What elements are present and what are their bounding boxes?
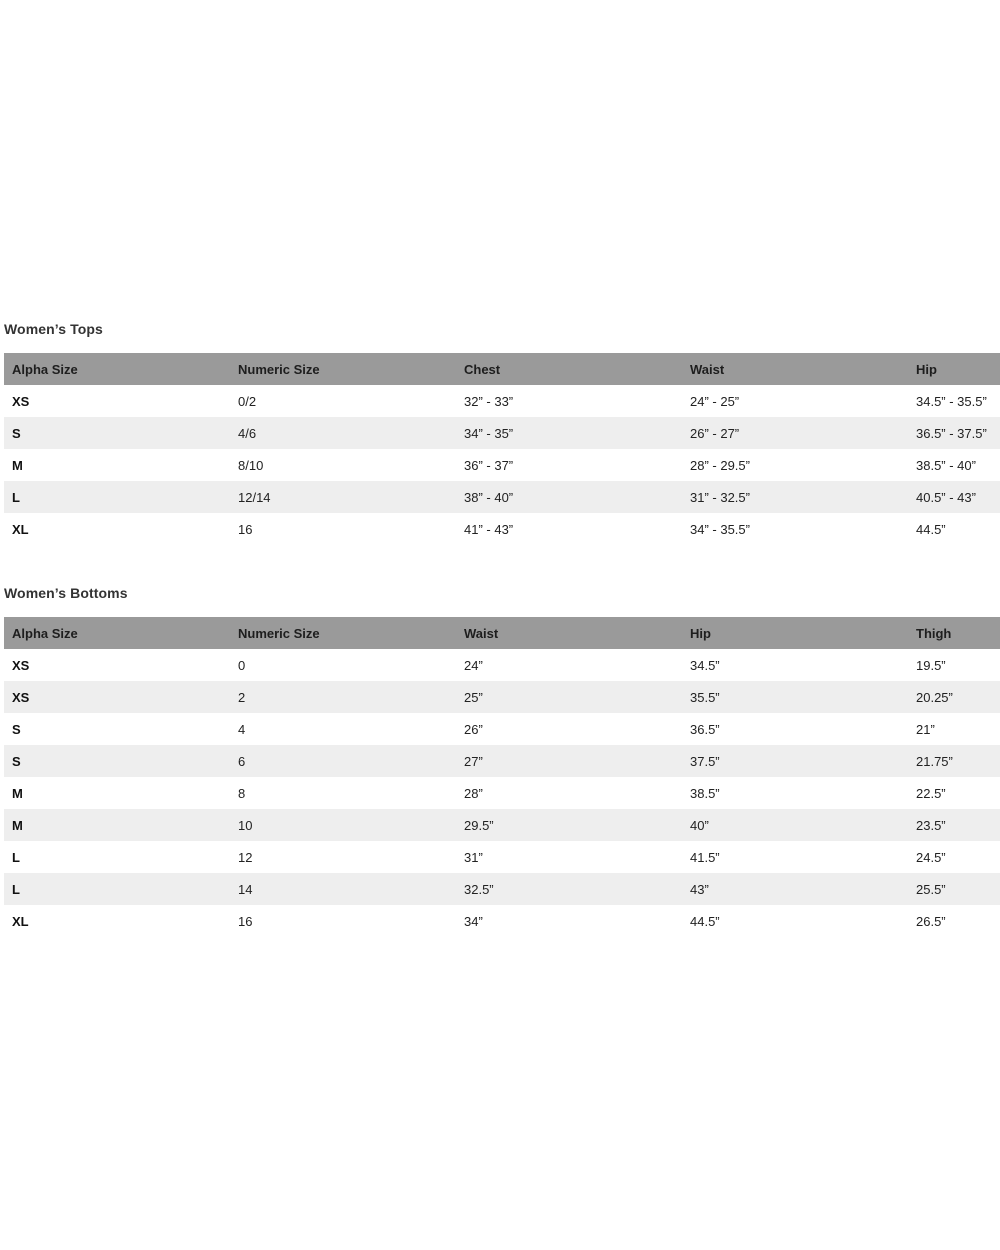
chest-cell: 32” - 33” xyxy=(464,393,514,409)
column-header: Numeric Size xyxy=(238,625,320,641)
size-table-tops xyxy=(4,353,1000,545)
numeric-size-cell: 14 xyxy=(238,881,253,897)
waist-cell: 26” - 27” xyxy=(690,425,740,441)
alpha-size-cell: XS xyxy=(12,689,30,705)
hip-cell: 36.5” - 37.5” xyxy=(916,425,987,441)
table-header-row xyxy=(4,617,1000,649)
waist-cell: 31” - 32.5” xyxy=(690,489,750,505)
column-header: Chest xyxy=(464,361,501,377)
table-row xyxy=(4,777,1000,809)
chest-cell: 41” - 43” xyxy=(464,521,514,537)
table-row xyxy=(4,649,1000,681)
column-header: Hip xyxy=(690,625,711,641)
hip-cell: 40.5” - 43” xyxy=(916,489,976,505)
hip-cell: 37.5” xyxy=(690,753,720,769)
numeric-size-cell: 0/2 xyxy=(238,393,257,409)
column-header: Waist xyxy=(690,361,725,377)
waist-cell: 26” xyxy=(464,721,483,737)
column-header: Alpha Size xyxy=(12,625,78,641)
waist-cell: 25” xyxy=(464,689,483,705)
womens-bottoms-section xyxy=(4,582,1000,937)
table-row xyxy=(4,417,1000,449)
waist-cell: 24” - 25” xyxy=(690,393,740,409)
table-row xyxy=(4,745,1000,777)
alpha-size-cell: M xyxy=(12,457,23,473)
numeric-size-cell: 12/14 xyxy=(238,489,271,505)
numeric-size-cell: 2 xyxy=(238,689,246,705)
numeric-size-cell: 10 xyxy=(238,817,253,833)
numeric-size-cell: 6 xyxy=(238,753,246,769)
thigh-cell: 23.5” xyxy=(916,817,946,833)
hip-cell: 34.5” - 35.5” xyxy=(916,393,987,409)
numeric-size-cell: 8 xyxy=(238,785,246,801)
alpha-size-cell: L xyxy=(12,849,20,865)
hip-cell: 43” xyxy=(690,881,709,897)
alpha-size-cell: S xyxy=(12,753,21,769)
column-header: Thigh xyxy=(916,625,952,641)
numeric-size-cell: 0 xyxy=(238,657,246,673)
hip-cell: 41.5” xyxy=(690,849,720,865)
numeric-size-cell: 12 xyxy=(238,849,253,865)
alpha-size-cell: M xyxy=(12,817,23,833)
hip-cell: 44.5” xyxy=(916,521,946,537)
thigh-cell: 26.5” xyxy=(916,913,946,929)
alpha-size-cell: L xyxy=(12,489,20,505)
hip-cell: 44.5” xyxy=(690,913,720,929)
waist-cell: 31” xyxy=(464,849,483,865)
table-row xyxy=(4,841,1000,873)
table-row xyxy=(4,385,1000,417)
waist-cell: 34” - 35.5” xyxy=(690,521,750,537)
alpha-size-cell: XS xyxy=(12,393,30,409)
thigh-cell: 21.75” xyxy=(916,753,953,769)
column-header: Alpha Size xyxy=(12,361,78,377)
table-row xyxy=(4,809,1000,841)
alpha-size-cell: S xyxy=(12,425,21,441)
waist-cell: 29.5” xyxy=(464,817,494,833)
numeric-size-cell: 8/10 xyxy=(238,457,264,473)
alpha-size-cell: XS xyxy=(12,657,30,673)
table-row xyxy=(4,681,1000,713)
column-header: Waist xyxy=(464,625,499,641)
table-row xyxy=(4,513,1000,545)
thigh-cell: 24.5” xyxy=(916,849,946,865)
thigh-cell: 21” xyxy=(916,721,935,737)
table-header-row xyxy=(4,353,1000,385)
hip-cell: 38.5” - 40” xyxy=(916,457,976,473)
chest-cell: 34” - 35” xyxy=(464,425,514,441)
table-row xyxy=(4,713,1000,745)
chest-cell: 36” - 37” xyxy=(464,457,514,473)
table-row xyxy=(4,905,1000,937)
thigh-cell: 20.25” xyxy=(916,689,953,705)
size-table-bottoms xyxy=(4,617,1000,937)
section-title-tops: Women’s Tops xyxy=(4,321,103,337)
hip-cell: 36.5” xyxy=(690,721,720,737)
numeric-size-cell: 4/6 xyxy=(238,425,257,441)
table-row xyxy=(4,873,1000,905)
table-row xyxy=(4,449,1000,481)
numeric-size-cell: 16 xyxy=(238,913,253,929)
waist-cell: 34” xyxy=(464,913,483,929)
hip-cell: 35.5” xyxy=(690,689,720,705)
alpha-size-cell: M xyxy=(12,785,23,801)
numeric-size-cell: 4 xyxy=(238,721,246,737)
column-header: Numeric Size xyxy=(238,361,320,377)
column-header: Hip xyxy=(916,361,937,377)
waist-cell: 28” - 29.5” xyxy=(690,457,750,473)
thigh-cell: 22.5” xyxy=(916,785,946,801)
thigh-cell: 25.5” xyxy=(916,881,946,897)
alpha-size-cell: L xyxy=(12,881,20,897)
waist-cell: 27” xyxy=(464,753,483,769)
table-row xyxy=(4,481,1000,513)
hip-cell: 40” xyxy=(690,817,709,833)
chest-cell: 38” - 40” xyxy=(464,489,514,505)
thigh-cell: 19.5” xyxy=(916,657,946,673)
numeric-size-cell: 16 xyxy=(238,521,253,537)
womens-tops-section xyxy=(4,318,1000,545)
alpha-size-cell: XL xyxy=(12,913,29,929)
section-title-bottoms: Women’s Bottoms xyxy=(4,585,128,601)
hip-cell: 34.5” xyxy=(690,657,720,673)
waist-cell: 32.5” xyxy=(464,881,494,897)
alpha-size-cell: XL xyxy=(12,521,29,537)
waist-cell: 24” xyxy=(464,657,483,673)
waist-cell: 28” xyxy=(464,785,483,801)
hip-cell: 38.5” xyxy=(690,785,720,801)
alpha-size-cell: S xyxy=(12,721,21,737)
